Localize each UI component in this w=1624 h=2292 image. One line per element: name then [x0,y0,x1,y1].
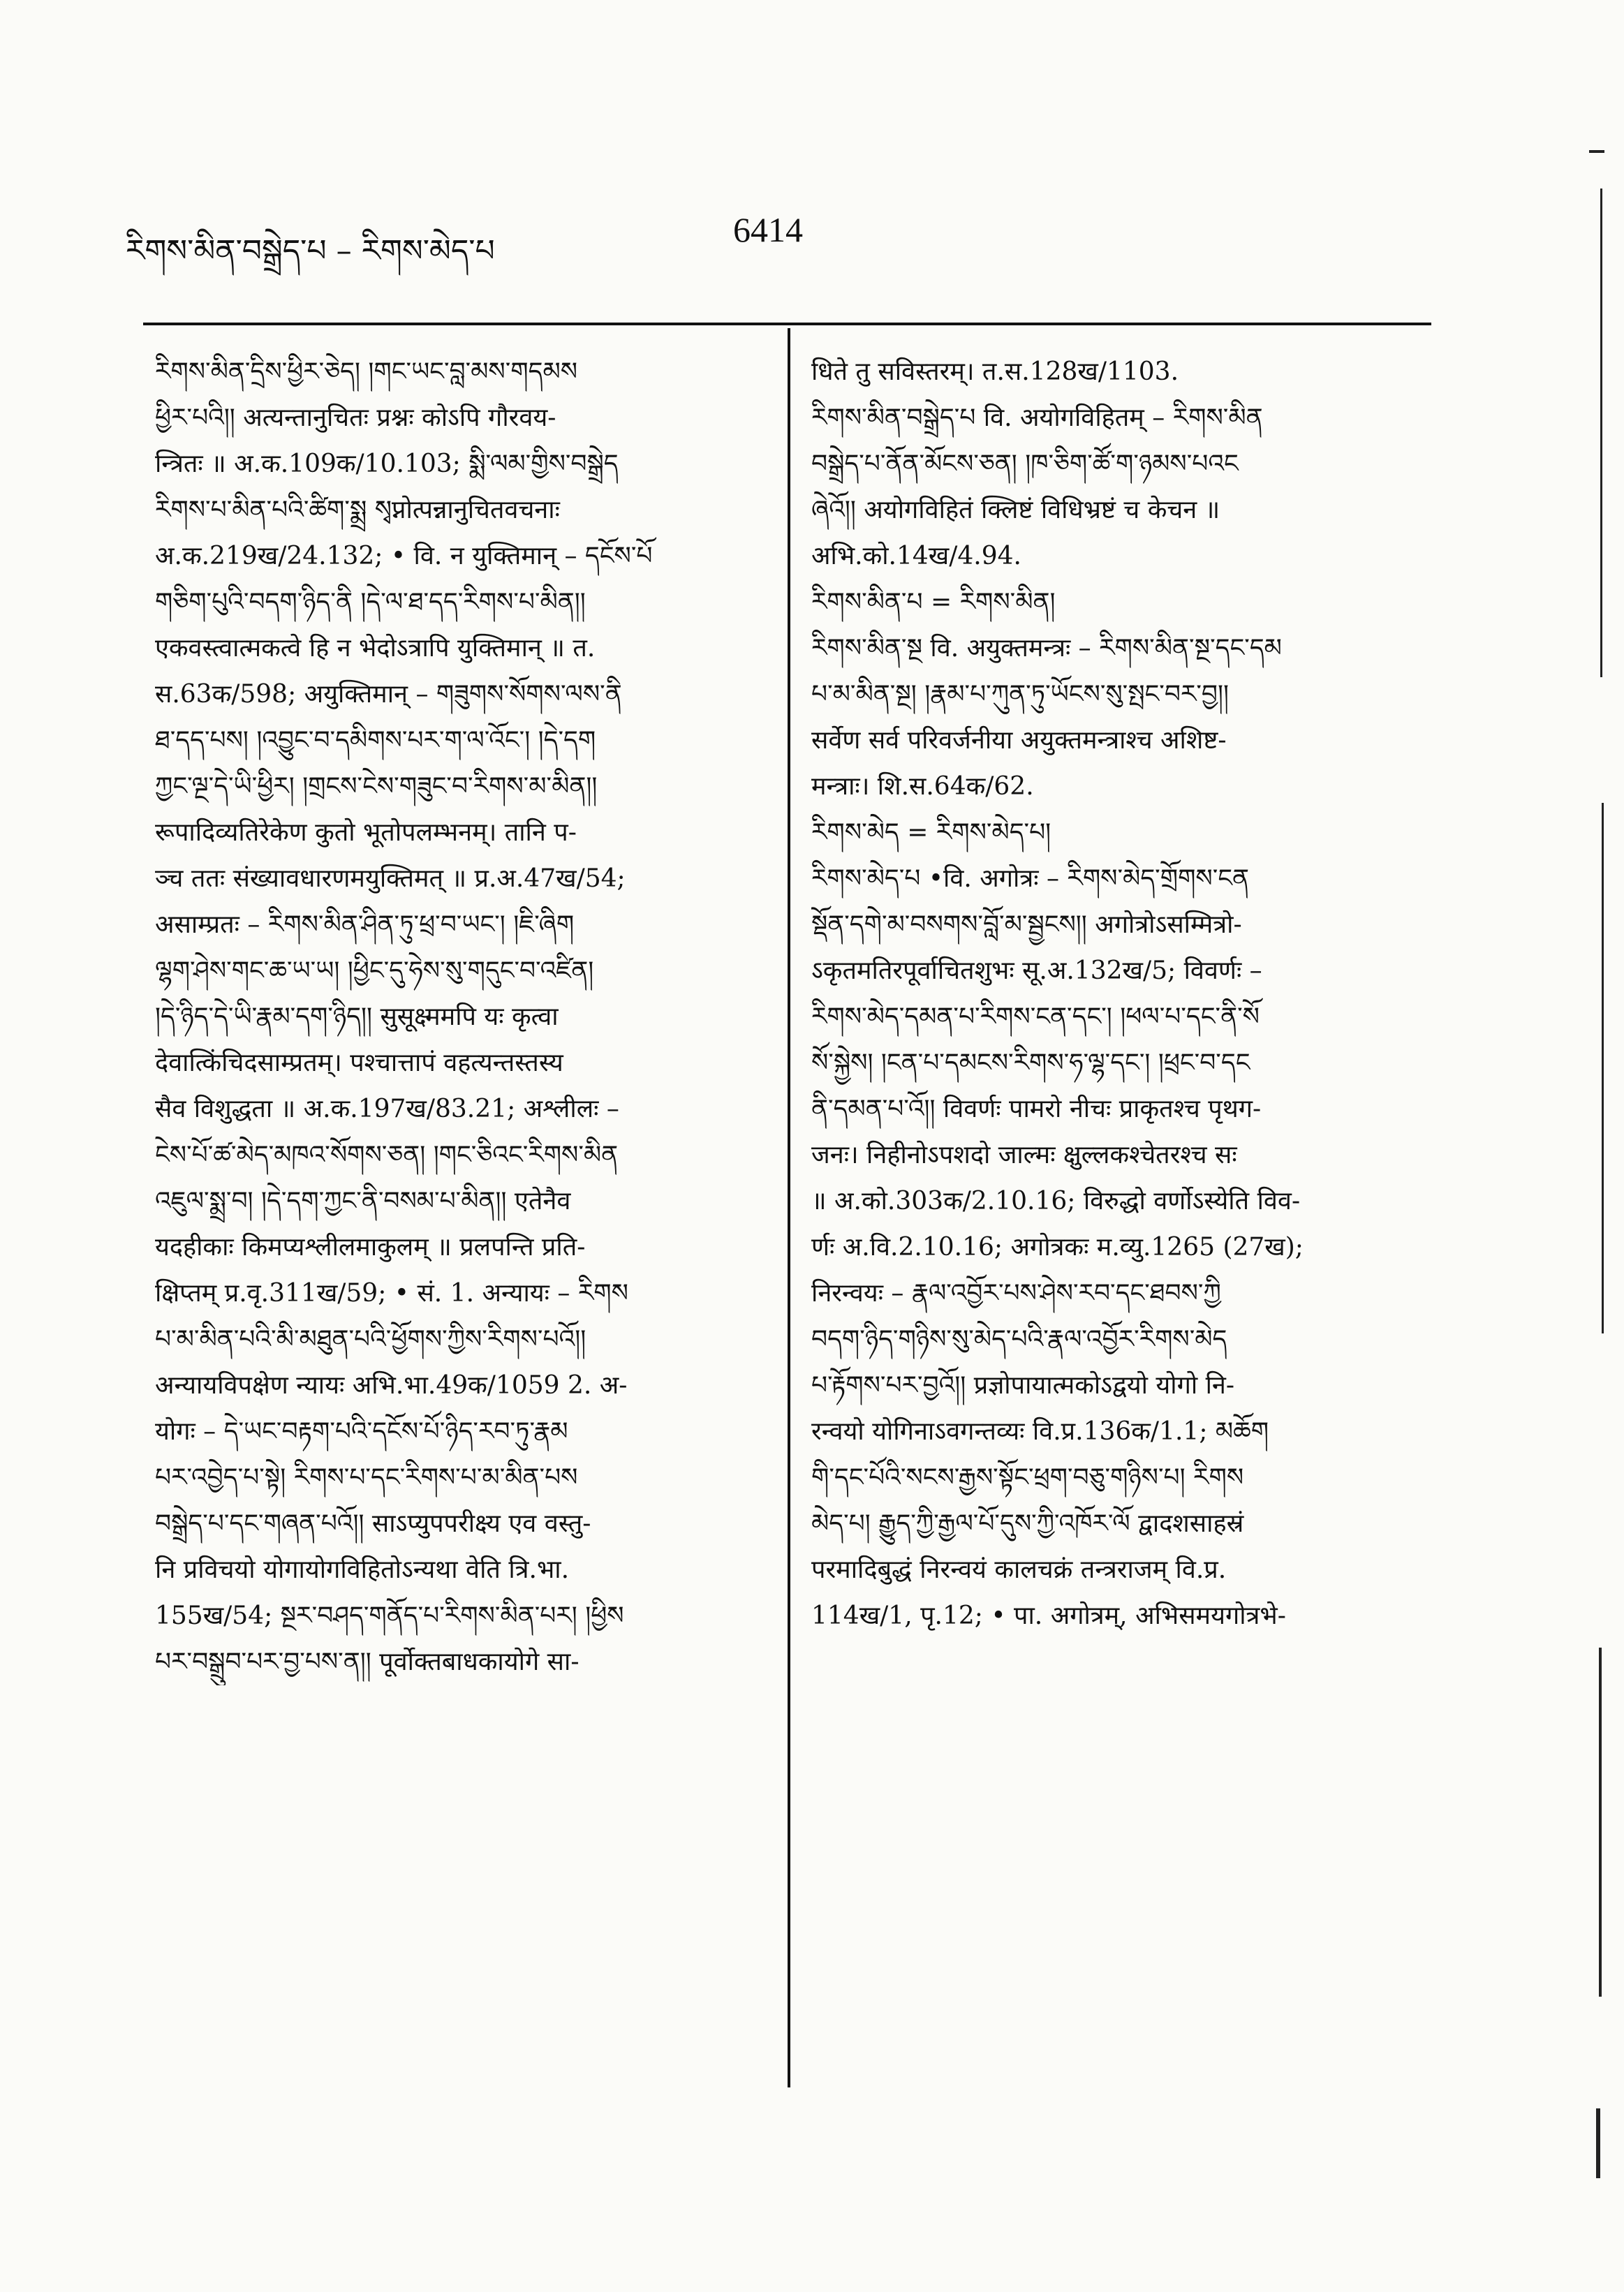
header-rule [143,323,1431,325]
text-line: ऽकृतमतिरपूर्वाचितशुभः सू.अ.132ख/5; विवर्णः – [811,956,1262,985]
column-divider [788,328,790,2087]
text-line: एकवस्त्वात्मकत्वे हि न भेदोऽत्रापि युक्तिमान् ॥ त. [155,634,596,663]
text-line: ཕྱིར་པའི།། अत्यन्तानुचितः प्रश्नः कोऽपि गौरवय- [155,404,556,432]
text-line: པར་འབྱེད་པ་སྟེ། རིགས་པ་དང་རིགས་པ་མ་མིན་པས [155,1463,578,1492]
text-line: རིགས་མེད་དམན་པ་རིགས་ངན་དང་། །ཕལ་པ་དང་ནི་སོ [811,1003,1260,1031]
text-line: अन्यायविपक्षेण न्यायः अभि.भा.49क/1059 2. अ- [155,1371,628,1400]
text-line: मन्त्राः। शि.स.64क/62. [811,772,1034,801]
text-line: परमादिबुद्धं निरन्वयं कालचक्रं तन्त्रराजम् वि.प्र. [811,1555,1227,1584]
text-line: །དེ་ཉིད་དེ་ཡི་རྣམ་དག་ཉིད།། सुसूक्ष्ममपि यः कृत्वा [155,1003,559,1031]
text-line: ञ्च ततः संख्यावधारणमयुक्तिमत् ॥ प्र.अ.47ख/54; [155,864,626,893]
text-line: जनः। निहीनोऽपशदो जाल्मः क्षुल्लकश्चेतरश्च सः [811,1141,1237,1169]
text-line: 114ख/1, पृ.12; • पा. अगोत्रम्, अभिसमयगोत्रभे- [811,1602,1286,1630]
text-line: नि प्रविचयो योगायोगविहितोऽन्यथा वेति त्रि.भा. [155,1555,570,1584]
text-line: सैव विशुद्धता ॥ अ.क.197ख/83.21; अश्लीलः – [155,1095,619,1123]
text-line: པ་རྟོགས་པར་བྱའོ།། प्रज्ञोपायात्मकोऽद्वयो योगो नि- [811,1371,1235,1400]
text-line: རིགས་པ་མིན་པའི་ཚིག་སྨྲ སྭप्नोत्पन्नानुचितवचनाः [155,496,560,524]
text-line: གཅིག་པུའི་བདག་ཉིད་ནི །དེ་ལ་ཐ་དད་རིགས་པ་མིན།། [155,588,586,616]
text-line: योगः – དེ་ཡང་བརྟག་པའི་དངོས་པོ་ཉིད་རབ་ཏུ་རྣམ [155,1417,568,1446]
scan-mark [1602,803,1604,1333]
text-line: निरन्वयः – རྣལ་འབྱོར་པས་ཤེས་རབ་དང་ཐབས་ཀྱི [811,1279,1221,1308]
text-line: བསྒྲེད་པ་ནོན་མོངས་ཅན། །ཁ་ཅིག་ཚོ་ག་ཉམས་པའང [811,450,1239,478]
text-line: ངེས་པོ་ཚ་མེད་མཁའ་སོགས་ཅན། །གང་ཅིའང་རིགས་མིན [155,1141,619,1169]
page-number: 6414 [733,210,803,249]
text-line: འཇུལ་སྨྲ་བ། །དེ་དག་ཀྱང་ནི་བསམ་པ་མིན།། एतेनैव [155,1187,571,1215]
text-line: སོ་སྐྱེས། །ངན་པ་དམངས་རིགས་ཧ་ལྷ་དང་། །ཕྲང་བ་དང [811,1049,1250,1077]
text-line: གི་དང་པོའི་སངས་རྒྱས་སྟོང་ཕྲག་བཅུ་གཉིས་པ། རིགས [811,1463,1244,1492]
text-line: ॥ अ.को.303क/2.10.16; विरुद्धो वर्णोऽस्येति विव- [811,1187,1301,1215]
text-line: ནི་དམན་པ་འོ།། विवर्णः पामरो नीचः प्राकृतश्च पृथग- [811,1095,1262,1123]
text-line: སྡོན་དགེ་མ་བསགས་བློ་མ་སྦྱངས།། अगोत्रोऽसम्मित्रो- [811,910,1242,939]
text-line: स.63क/598; अयुक्तिमान् – གཟུགས་སོགས་ལས་ནི [155,680,622,709]
entry-headword-line: རིགས་མིན་སྔ वि. अयुक्तमन्त्रः – རིགས་མིན་སྔ་དང་དམ [811,634,1282,663]
text-line: བསྒྲེད་པ་དང་གཞན་པའོ།། साऽप्युपपरीक्ष्य एव वस्तु- [155,1509,591,1538]
text-line: མེད་པ། རྒྱུད་ཀྱི་རྒྱལ་པོ་དུས་ཀྱི་འཁོར་ལོ द्वादशसाहस्रं [811,1509,1244,1538]
entry-headword-line: རིགས་མེད་པ •वि. अगोत्रः – རིགས་མེད་གྲོགས་ངན [811,864,1250,893]
text-line: न्त्रितः ॥ अ.क.109क/10.103; སྨི་ལམ་གྱིས་བསྒྲེད [155,450,619,478]
text-line: 155ख/54; སྔར་བཤད་གནོད་པ་རིགས་མིན་པར། །ཕྱིས [155,1602,624,1630]
scan-mark [1600,188,1602,677]
scan-mark [1589,150,1604,153]
scan-mark [1599,1648,1602,1997]
text-line: པ་མ་མིན་པའི་མི་མཐུན་པའི་ཕྱོགས་ཀྱིས་རིགས་པའོ།། [155,1325,586,1354]
entry-headword-line: རིགས་མེད = རིགས་མེད་པ། [811,818,1051,847]
text-line: ལྷག་ཤེས་གང་ཆ་ཡ་ཡ། །ཕྱིང་དུ་ཧེས་སུ་གདུང་བ་འཛིན། [155,956,594,985]
text-line: अ.क.219ख/24.132; • वि. न युक्तिमान् – དངོས་པོ [155,542,653,570]
page-header [119,209,1452,286]
text-line: सर्वेण सर्व परिवर्जनीया अयुक्तमन्त्राश्च अशिष्ट- [811,726,1227,755]
scan-edge-marks [1582,0,1624,2292]
text-line: པར་བསྒྲུབ་པར་བྱ་པས་ན།། पूर्वोक्तबाधकायोगे सा- [155,1648,580,1676]
text-line: अभि.को.14ख/4.94. [811,542,1021,570]
text-line: धिते तु सविस्तरम्। त.स.128ख/1103. [811,357,1179,386]
text-line: क्षिप्तम् प्र.वृ.311ख/59; • सं. 1. अन्यायः – རིགས [155,1279,628,1308]
entry-headword-line: རིགས་མིན་བསྒྲེད་པ वि. अयोगविहितम् – རིགས་མིན [811,404,1263,432]
text-line: रूपादिव्यतिरेकेण कुतो भूतोपलम्भनम्। तानि प- [155,818,577,847]
entry-headword-line: རིགས་མིན་པ = རིགས་མིན། [811,588,1056,616]
right-column [811,349,1433,1639]
text-line: རིགས་མིན་དྲིས་ཕྱིར་ཅེད། །གང་ཡང་བླ་མས་གདམས [155,357,578,386]
text-line: པ་མ་མིན་སྔ། །རྣམ་པ་ཀུན་ཏུ་ཡོངས་སུ་སྤང་བར་བྱ།། [811,680,1229,709]
text-line: ཞེའོ།། अयोगविहितं क्लिष्टं विधिभ्रष्टं च केचन ॥ [811,496,1220,524]
text-line: असाम्प्रतः – རིགས་མིན་ཤིན་ཏུ་ཕྲ་བ་ཡང་། །ཇི་ཞིག [155,910,575,939]
text-line: रन्वयो योगिनाऽवगन्तव्यः वि.प्र.136क/1.1; མཆོག [811,1417,1269,1446]
text-line: देवात्किंचिदसाम्प्रतम्। पश्चात्तापं वहत्यन्तस्तस्य [155,1049,563,1077]
text-line: ཐ་དད་པས། །འབྱུང་བ་དམིགས་པར་ག་ལ་འོང་། །དེ་དག [155,726,596,755]
running-head: རིགས་མིན་བསྒྲེད་པ – རིགས་མེད་པ [126,233,495,269]
text-line: र्णः अ.वि.2.10.16; अगोत्रकः म.व्यु.1265 (27ख); [811,1233,1304,1262]
scan-mark [1596,2108,1600,2178]
text-line: ཀྱང་ལྔ་དེ་ཡི་ཕྱིར། །གྲངས་ངེས་གཟུང་བ་རིགས་མ་མིན།། [155,772,598,801]
text-line: བདག་ཉིད་གཉིས་སུ་མེད་པའི་རྣལ་འབྱོར་རིགས་མེད [811,1325,1227,1354]
left-column [155,349,769,1685]
text-line: यदहीकाः किमप्यश्लीलमाकुलम् ॥ प्रलपन्ति प्रति- [155,1233,586,1262]
